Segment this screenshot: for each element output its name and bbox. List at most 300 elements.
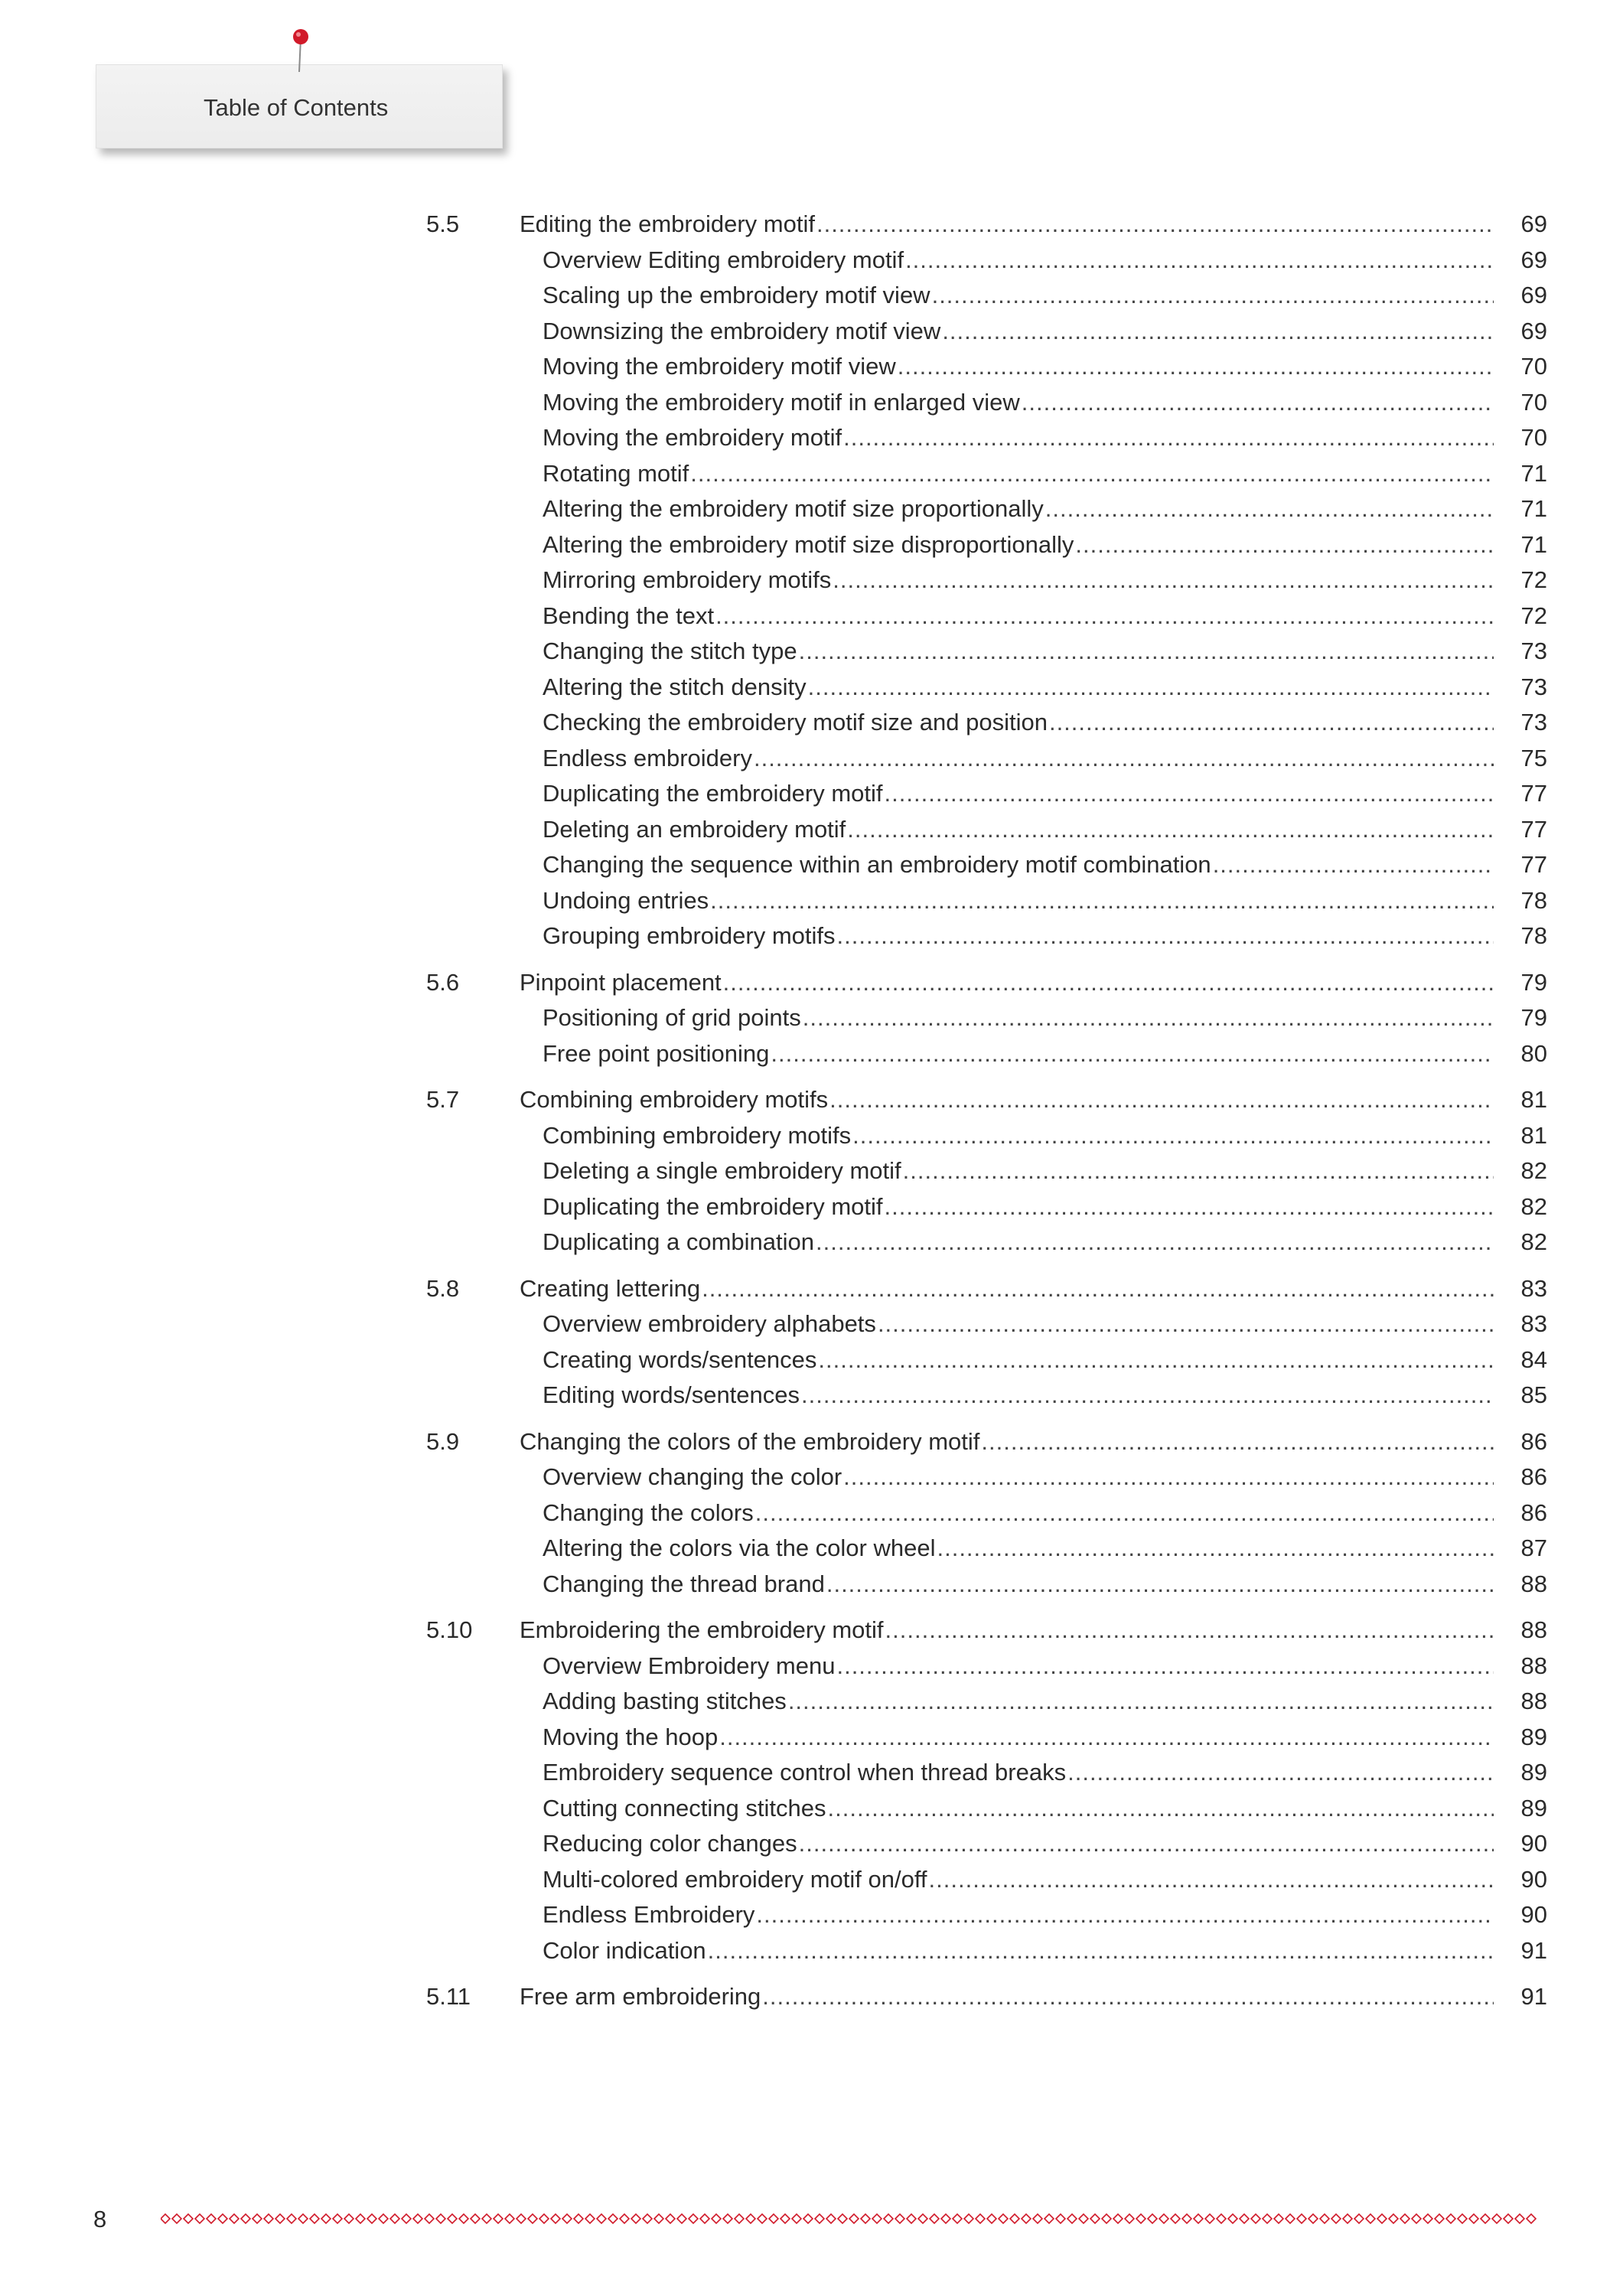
stitch-diamond xyxy=(1033,2214,1042,2223)
section-title: Creating lettering xyxy=(520,1274,701,1302)
section-title: Embroidering the embroidery motif xyxy=(520,1616,884,1643)
stitch-diamond xyxy=(172,2214,181,2223)
stitch-diamond xyxy=(930,2214,939,2223)
page-ref: 90 xyxy=(1520,1830,1547,1857)
toc-entry-row[interactable] xyxy=(426,705,1547,741)
stitch-diamond xyxy=(597,2214,606,2223)
stitch-diamond xyxy=(1102,2214,1111,2223)
entry-title: Duplicating a combination xyxy=(543,1228,814,1255)
stitch-diamond xyxy=(1010,2214,1019,2223)
dot-leader xyxy=(981,1424,1494,1460)
dot-leader xyxy=(843,420,1494,456)
toc-entry-row[interactable] xyxy=(426,1153,1547,1189)
stitch-diamond xyxy=(1274,2214,1283,2223)
dot-leader xyxy=(690,456,1494,492)
entry-title: Moving the embroidery motif in enlarged view xyxy=(543,388,1020,416)
toc-entry-row[interactable] xyxy=(426,527,1547,563)
toc-section xyxy=(426,1082,1547,1261)
page-ref: 78 xyxy=(1520,922,1547,949)
dot-leader xyxy=(826,1567,1494,1603)
stitch-diamond xyxy=(815,2214,824,2223)
stitch-diamond xyxy=(425,2214,434,2223)
dot-leader xyxy=(708,1933,1494,1969)
toc-section-row[interactable] xyxy=(426,207,1547,243)
dot-leader xyxy=(885,1613,1494,1649)
stitch-diamond xyxy=(1056,2214,1065,2223)
stitch-diamond xyxy=(1067,2214,1077,2223)
entry-title: Overview changing the color xyxy=(543,1463,842,1490)
stitch-diamond xyxy=(1492,2214,1501,2223)
stitch-diamond xyxy=(528,2214,537,2223)
section-number: 5.8 xyxy=(426,1274,460,1302)
toc-entry-row[interactable] xyxy=(426,1342,1547,1378)
page-ref: 69 xyxy=(1520,246,1547,273)
page-ref: 84 xyxy=(1520,1345,1547,1373)
toc-entry-row[interactable] xyxy=(426,1495,1547,1531)
dot-leader xyxy=(833,563,1494,598)
stitch-diamond xyxy=(1240,2214,1249,2223)
stitch-diamond xyxy=(758,2214,767,2223)
stitch-diamond xyxy=(298,2214,308,2223)
stitch-diamond xyxy=(781,2214,790,2223)
page-ref: 73 xyxy=(1520,638,1547,664)
entry-title: Altering the stitch density xyxy=(543,673,807,700)
dot-leader xyxy=(1045,491,1494,527)
toc-section xyxy=(426,965,1547,1072)
entry-title: Grouping embroidery motifs xyxy=(543,922,836,949)
stitch-diamond xyxy=(1297,2214,1306,2223)
dot-leader xyxy=(847,812,1494,848)
page-ref: 89 xyxy=(1520,1759,1547,1786)
page-ref: 82 xyxy=(1520,1157,1547,1184)
stitch-diamond xyxy=(253,2214,262,2223)
stitch-diamond xyxy=(872,2214,882,2223)
toc-entry-row[interactable] xyxy=(426,491,1547,527)
toc-entry-row[interactable] xyxy=(426,1897,1547,1933)
page-ref: 88 xyxy=(1520,1688,1547,1714)
stitch-diamond xyxy=(1228,2214,1237,2223)
toc-entry-row[interactable] xyxy=(426,385,1547,421)
stitch-diamond xyxy=(1343,2214,1352,2223)
stitch-diamond xyxy=(895,2214,904,2223)
entry-title: Altering the embroidery motif size proportionally xyxy=(543,495,1044,522)
section-number: 5.5 xyxy=(426,210,460,237)
stitch-diamond xyxy=(953,2214,962,2223)
stitch-diamond xyxy=(654,2214,663,2223)
section-title: Free arm embroidering xyxy=(520,1983,761,2010)
stitch-diamond xyxy=(689,2214,698,2223)
stitch-diamond xyxy=(1446,2214,1455,2223)
stitch-diamond xyxy=(310,2214,319,2223)
entry-title: Mirroring embroidery motifs xyxy=(543,566,832,593)
stitch-diamond xyxy=(207,2214,216,2223)
stitch-diamond xyxy=(826,2214,836,2223)
section-number: 5.7 xyxy=(426,1086,460,1113)
section-number: 5.11 xyxy=(426,1983,471,2010)
dot-leader xyxy=(937,1531,1494,1567)
stitch-diamond xyxy=(1377,2214,1387,2223)
toc-entry-row[interactable] xyxy=(426,420,1547,456)
toc-entry-row[interactable] xyxy=(426,1862,1547,1898)
stitch-diamond xyxy=(402,2214,411,2223)
entry-title: Deleting an embroidery motif xyxy=(543,815,846,843)
entry-title: Editing words/sentences xyxy=(543,1381,800,1408)
dot-leader xyxy=(799,1826,1494,1862)
dot-leader xyxy=(719,1720,1494,1756)
toc-section-row[interactable] xyxy=(426,1424,1547,1460)
page-ref: 79 xyxy=(1520,1004,1547,1031)
stitch-diamond xyxy=(838,2214,847,2223)
toc-entry-row[interactable] xyxy=(426,1826,1547,1862)
page-ref: 73 xyxy=(1520,673,1547,700)
dot-leader xyxy=(702,1271,1494,1307)
dot-leader xyxy=(942,314,1494,350)
stitch-diamond xyxy=(1136,2214,1146,2223)
toc-entry-row[interactable] xyxy=(426,1684,1547,1720)
entry-title: Rotating motif xyxy=(543,459,689,487)
dot-leader xyxy=(723,965,1494,1001)
stitch-diamond xyxy=(608,2214,618,2223)
dot-leader xyxy=(816,1225,1494,1261)
dot-leader xyxy=(885,776,1494,812)
page-ref: 77 xyxy=(1520,780,1547,807)
dot-leader xyxy=(898,349,1494,385)
toc-section-row[interactable] xyxy=(426,1979,1547,2015)
page-ref: 88 xyxy=(1520,1652,1547,1679)
page-ref: 72 xyxy=(1520,566,1547,593)
page-ref: 91 xyxy=(1520,1983,1547,2010)
stitch-diamond xyxy=(1458,2214,1467,2223)
toc-entry-row[interactable] xyxy=(426,1755,1547,1791)
page-ref: 88 xyxy=(1520,1616,1547,1643)
stitch-diamond xyxy=(539,2214,549,2223)
dot-leader xyxy=(803,1000,1494,1036)
stitch-diamond xyxy=(471,2214,480,2223)
page-ref: 83 xyxy=(1520,1274,1547,1302)
stitch-diamond xyxy=(230,2214,239,2223)
stitch-diamond xyxy=(1251,2214,1260,2223)
toc-entry-row[interactable] xyxy=(426,314,1547,350)
entry-title: Moving the embroidery motif xyxy=(543,424,842,451)
toc-section xyxy=(426,1613,1547,1968)
stitch-diamond xyxy=(494,2214,503,2223)
toc-entry-row[interactable] xyxy=(426,918,1547,954)
stitch-diamond xyxy=(436,2214,445,2223)
stitch-diamond xyxy=(1079,2214,1088,2223)
toc-entry-row[interactable] xyxy=(426,243,1547,279)
stitch-diamond xyxy=(1331,2214,1341,2223)
toc-entry-row[interactable] xyxy=(426,1225,1547,1261)
toc-entry-row[interactable] xyxy=(426,634,1547,670)
section-number: 5.9 xyxy=(426,1427,460,1455)
stitch-diamond xyxy=(987,2214,996,2223)
stitch-diamond xyxy=(448,2214,457,2223)
toc-entry-row[interactable] xyxy=(426,598,1547,634)
stitch-diamond xyxy=(344,2214,354,2223)
toc-entry-row[interactable] xyxy=(426,1036,1547,1072)
entry-title: Undoing entries xyxy=(543,886,709,914)
entry-title: Downsizing the embroidery motif view xyxy=(543,317,941,344)
table-of-contents xyxy=(426,207,1547,2026)
dot-leader xyxy=(1049,705,1494,741)
stitch-diamond xyxy=(184,2214,193,2223)
stitch-diamond xyxy=(1469,2214,1478,2223)
stitch-diamond xyxy=(941,2214,950,2223)
entry-title: Endless Embroidery xyxy=(543,1901,755,1928)
dot-leader xyxy=(762,1979,1494,2015)
stitch-diamond xyxy=(1182,2214,1191,2223)
stitch-diamond xyxy=(161,2214,170,2223)
stitch-diamond xyxy=(264,2214,273,2223)
entry-title: Positioning of grid points xyxy=(543,1004,801,1031)
entry-title: Overview embroidery alphabets xyxy=(543,1310,876,1337)
stitch-diamond xyxy=(861,2214,870,2223)
toc-entry-row[interactable] xyxy=(426,1459,1547,1495)
stitch-diamond xyxy=(712,2214,721,2223)
toc-entry-row[interactable] xyxy=(426,1531,1547,1567)
stitch-diamond xyxy=(849,2214,859,2223)
dot-leader xyxy=(828,1791,1494,1827)
stitch-diamond xyxy=(356,2214,365,2223)
page-ref: 72 xyxy=(1520,602,1547,629)
stitch-diamond xyxy=(918,2214,927,2223)
dot-leader xyxy=(843,1459,1494,1495)
page-ref: 87 xyxy=(1520,1534,1547,1561)
stitch-diamond xyxy=(1171,2214,1180,2223)
toc-entry-row[interactable] xyxy=(426,1933,1547,1969)
stitch-diamond xyxy=(505,2214,514,2223)
entry-title: Altering the colors via the color wheel xyxy=(543,1534,936,1561)
stitch-diamond xyxy=(1389,2214,1398,2223)
stitch-diamond xyxy=(1423,2214,1432,2223)
stitch-diamond xyxy=(1159,2214,1168,2223)
stitch-diamond xyxy=(907,2214,916,2223)
dot-leader xyxy=(801,1378,1494,1414)
stitch-diamond xyxy=(1148,2214,1157,2223)
stitch-diamond xyxy=(367,2214,376,2223)
entry-title: Changing the thread brand xyxy=(543,1570,825,1597)
entry-title: Combining embroidery motifs xyxy=(543,1121,852,1149)
stitch-diamond xyxy=(562,2214,572,2223)
page-ref: 81 xyxy=(1520,1121,1547,1149)
stitch-diamond xyxy=(195,2214,204,2223)
toc-section-row[interactable] xyxy=(426,1271,1547,1307)
entry-title: Moving the hoop xyxy=(543,1723,719,1750)
page-ref: 90 xyxy=(1520,1865,1547,1893)
entry-title: Scaling up the embroidery motif view xyxy=(543,282,930,308)
page-ref: 82 xyxy=(1520,1192,1547,1220)
entry-title: Bending the text xyxy=(543,602,715,629)
toc-entry-row[interactable] xyxy=(426,883,1547,919)
stitch-diamond xyxy=(884,2214,893,2223)
entry-title: Multi-colored embroidery motif on/off xyxy=(543,1865,927,1893)
page-ref: 69 xyxy=(1520,282,1547,308)
stitch-diamond xyxy=(746,2214,755,2223)
page-ref: 82 xyxy=(1520,1228,1547,1255)
dot-leader xyxy=(932,278,1494,314)
stitch-diamond xyxy=(333,2214,342,2223)
toc-section xyxy=(426,207,1547,954)
page-ref: 70 xyxy=(1520,424,1547,451)
dot-leader xyxy=(829,1082,1494,1118)
entry-title: Overview Editing embroidery motif xyxy=(543,246,904,273)
page-ref: 69 xyxy=(1520,210,1547,237)
dot-leader xyxy=(1022,385,1494,421)
stitch-diamond xyxy=(1205,2214,1214,2223)
toc-section-row[interactable] xyxy=(426,965,1547,1001)
entry-title: Deleting a single embroidery motif xyxy=(543,1157,901,1184)
stitch-diamond xyxy=(321,2214,331,2223)
page-ref: 70 xyxy=(1520,388,1547,416)
stitch-diamond xyxy=(1412,2214,1421,2223)
toc-entry-row[interactable] xyxy=(426,1000,1547,1036)
stitch-diamond xyxy=(287,2214,296,2223)
stitch-diamond xyxy=(976,2214,985,2223)
page-ref: 79 xyxy=(1520,968,1547,996)
stitch-diamond xyxy=(1320,2214,1329,2223)
section-number: 5.6 xyxy=(426,968,460,996)
dot-leader xyxy=(903,1153,1494,1189)
dot-leader xyxy=(799,634,1494,670)
toc-entry-row[interactable] xyxy=(426,1791,1547,1827)
stitch-diamond xyxy=(677,2214,686,2223)
page-ref: 77 xyxy=(1520,815,1547,843)
page-ref: 88 xyxy=(1520,1570,1547,1597)
entry-title: Changing the sequence within an embroidery motif combination xyxy=(543,851,1211,878)
dot-leader xyxy=(756,1897,1494,1933)
page-ref: 75 xyxy=(1520,744,1547,771)
toc-entry-row[interactable] xyxy=(426,1378,1547,1414)
dot-leader xyxy=(837,918,1494,954)
pushpin-icon xyxy=(291,28,311,73)
stitch-diamond xyxy=(631,2214,640,2223)
toc-entry-row[interactable] xyxy=(426,1567,1547,1603)
entry-title: Endless embroidery xyxy=(543,744,752,771)
page-ref: 80 xyxy=(1520,1039,1547,1067)
entry-title: Adding basting stitches xyxy=(543,1688,787,1714)
dot-leader xyxy=(878,1306,1494,1342)
page-ref: 78 xyxy=(1520,886,1547,914)
page-ref: 86 xyxy=(1520,1463,1547,1490)
entry-title: Altering the embroidery motif size disproportionally xyxy=(543,530,1074,558)
toc-section xyxy=(426,1271,1547,1414)
stitch-diamond xyxy=(1366,2214,1375,2223)
stitch-diamond xyxy=(482,2214,491,2223)
stitch-diamond xyxy=(803,2214,813,2223)
toc-entry-row[interactable] xyxy=(426,812,1547,848)
page-ref: 90 xyxy=(1520,1901,1547,1928)
toc-entry-row[interactable] xyxy=(426,776,1547,812)
entry-title: Cutting connecting stitches xyxy=(543,1794,826,1821)
toc-entry-row[interactable] xyxy=(426,278,1547,314)
page-ref: 71 xyxy=(1520,530,1547,558)
toc-entry-row[interactable] xyxy=(426,741,1547,777)
dot-leader xyxy=(715,598,1494,634)
toc-entry-row[interactable] xyxy=(426,1189,1547,1225)
dot-leader xyxy=(929,1862,1494,1898)
stitch-diamond xyxy=(275,2214,285,2223)
stitch-diamond xyxy=(964,2214,973,2223)
toc-entry-row[interactable] xyxy=(426,456,1547,492)
stitch-diamond xyxy=(413,2214,422,2223)
dot-leader xyxy=(754,741,1494,777)
stitch-diamond xyxy=(551,2214,560,2223)
stitch-diamond xyxy=(735,2214,744,2223)
stitch-diamond xyxy=(1022,2214,1031,2223)
dot-leader xyxy=(710,883,1494,919)
toc-entry-row[interactable] xyxy=(426,847,1547,883)
stitch-diamond xyxy=(390,2214,399,2223)
stitch-diamond xyxy=(1194,2214,1203,2223)
stitch-diamond xyxy=(517,2214,526,2223)
page-ref: 73 xyxy=(1520,709,1547,735)
toc-entry-row[interactable] xyxy=(426,1118,1547,1154)
toc-section-row[interactable] xyxy=(426,1082,1547,1118)
page-ref: 71 xyxy=(1520,459,1547,487)
section-tab-title: Table of Contents xyxy=(204,94,389,121)
entry-title: Embroidery sequence control when thread breaks xyxy=(543,1759,1067,1786)
toc-entry-row[interactable] xyxy=(426,1649,1547,1684)
stitch-diamond xyxy=(1113,2214,1123,2223)
entry-title: Creating words/sentences xyxy=(543,1345,817,1373)
stitch-diamond xyxy=(1515,2214,1524,2223)
dot-leader xyxy=(816,207,1494,243)
stitch-diamond xyxy=(643,2214,652,2223)
dot-leader xyxy=(818,1342,1494,1378)
page-ref: 91 xyxy=(1520,1936,1547,1964)
toc-entry-row[interactable] xyxy=(426,670,1547,706)
stitch-diamond xyxy=(1400,2214,1410,2223)
page-number: 8 xyxy=(93,2206,107,2232)
toc-section xyxy=(426,1979,1547,2015)
page-ref: 81 xyxy=(1520,1086,1547,1113)
toc-entry-row[interactable] xyxy=(426,1306,1547,1342)
page-ref: 86 xyxy=(1520,1499,1547,1526)
stitch-diamond xyxy=(999,2214,1008,2223)
toc-entry-row[interactable] xyxy=(426,563,1547,598)
entry-title: Duplicating the embroidery motif xyxy=(543,1192,883,1220)
toc-entry-row[interactable] xyxy=(426,349,1547,385)
stitch-diamond xyxy=(585,2214,595,2223)
dot-leader xyxy=(771,1036,1494,1072)
page-ref: 69 xyxy=(1520,317,1547,344)
stitch-diamond xyxy=(574,2214,583,2223)
toc-entry-row[interactable] xyxy=(426,1720,1547,1756)
section-title: Pinpoint placement xyxy=(520,968,722,996)
stitch-diamond xyxy=(620,2214,629,2223)
page-ref: 89 xyxy=(1520,1723,1547,1750)
entry-title: Free point positioning xyxy=(543,1039,770,1067)
page-ref: 83 xyxy=(1520,1310,1547,1337)
entry-title: Overview Embroidery menu xyxy=(543,1652,836,1679)
page-ref: 71 xyxy=(1520,495,1547,522)
toc-section-row[interactable] xyxy=(426,1613,1547,1649)
stitch-diamond xyxy=(700,2214,709,2223)
section-tab xyxy=(96,64,503,148)
stitch-diamond xyxy=(769,2214,778,2223)
stitch-diamond xyxy=(666,2214,675,2223)
stitch-diamond xyxy=(1504,2214,1513,2223)
stitch-diamond xyxy=(379,2214,388,2223)
stitch-diamond xyxy=(1217,2214,1226,2223)
decorative-stitch-border xyxy=(161,2210,1538,2227)
dot-leader xyxy=(1067,1755,1494,1791)
stitch-diamond xyxy=(1286,2214,1295,2223)
section-title: Editing the embroidery motif xyxy=(520,210,815,237)
section-title: Combining embroidery motifs xyxy=(520,1086,829,1113)
entry-title: Color indication xyxy=(543,1936,706,1964)
page-ref: 85 xyxy=(1520,1381,1547,1408)
